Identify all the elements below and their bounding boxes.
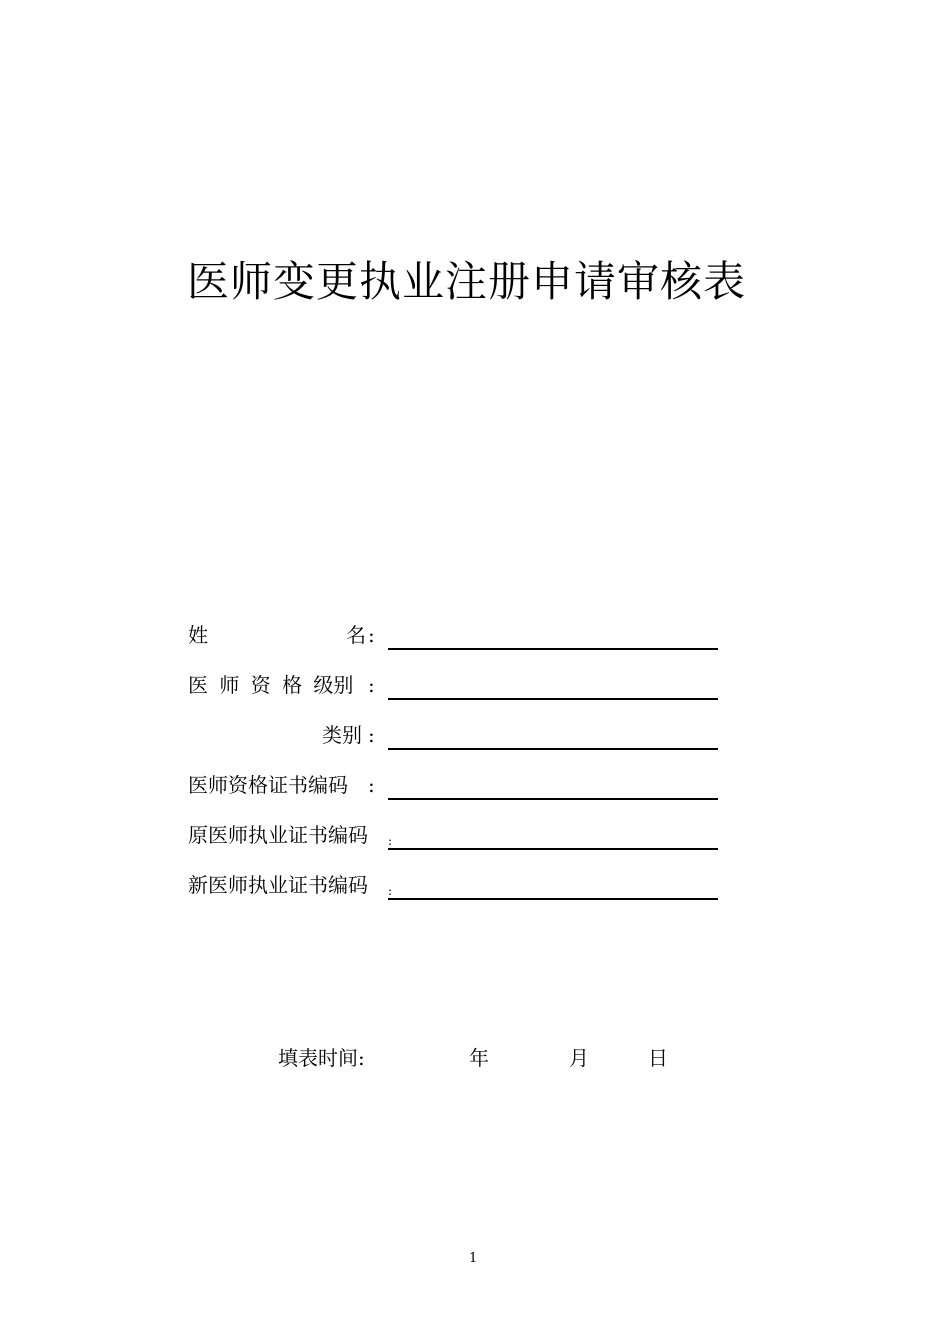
qualification-level-label: 医 师 资 格 级别 xyxy=(188,673,354,697)
page-number: 1 xyxy=(469,1251,478,1266)
new-practice-cert-input-line[interactable] xyxy=(388,898,718,900)
category-input-line[interactable] xyxy=(388,748,718,750)
qualification-level-input-line[interactable] xyxy=(388,698,718,700)
name-input-line[interactable] xyxy=(388,648,718,650)
page-title: 医师变更执业注册申请审核表 xyxy=(187,257,747,306)
name-field xyxy=(188,620,720,660)
name-label-right: 名 xyxy=(346,623,366,647)
qualification-cert-colon: : xyxy=(368,773,375,797)
new-practice-cert-label: 新医师执业证书编码 xyxy=(188,873,368,897)
fill-date-day: 日 xyxy=(648,1046,668,1070)
category-field xyxy=(188,720,720,760)
new-practice-cert-colon: : xyxy=(388,884,393,898)
old-practice-cert-label: 原医师执业证书编码 xyxy=(188,823,368,847)
name-label-left: 姓 xyxy=(188,623,208,647)
qualification-cert-field xyxy=(188,770,720,810)
fill-date-month: 月 xyxy=(569,1046,589,1070)
old-practice-cert-input-line[interactable] xyxy=(388,848,718,850)
qualification-cert-label: 医师资格证书编码 xyxy=(188,773,348,797)
new-practice-cert-field xyxy=(188,870,720,910)
qualification-cert-input-line[interactable] xyxy=(388,798,718,800)
qualification-level-field xyxy=(188,670,720,710)
name-colon: : xyxy=(368,623,375,647)
fill-date-year: 年 xyxy=(469,1046,489,1070)
category-colon: : xyxy=(368,723,375,747)
old-practice-cert-colon: : xyxy=(388,834,393,848)
qualification-level-colon: : xyxy=(368,673,375,697)
fill-date-label: 填表时间: xyxy=(278,1046,365,1070)
category-label: 类别 xyxy=(322,723,362,747)
old-practice-cert-field xyxy=(188,820,720,860)
